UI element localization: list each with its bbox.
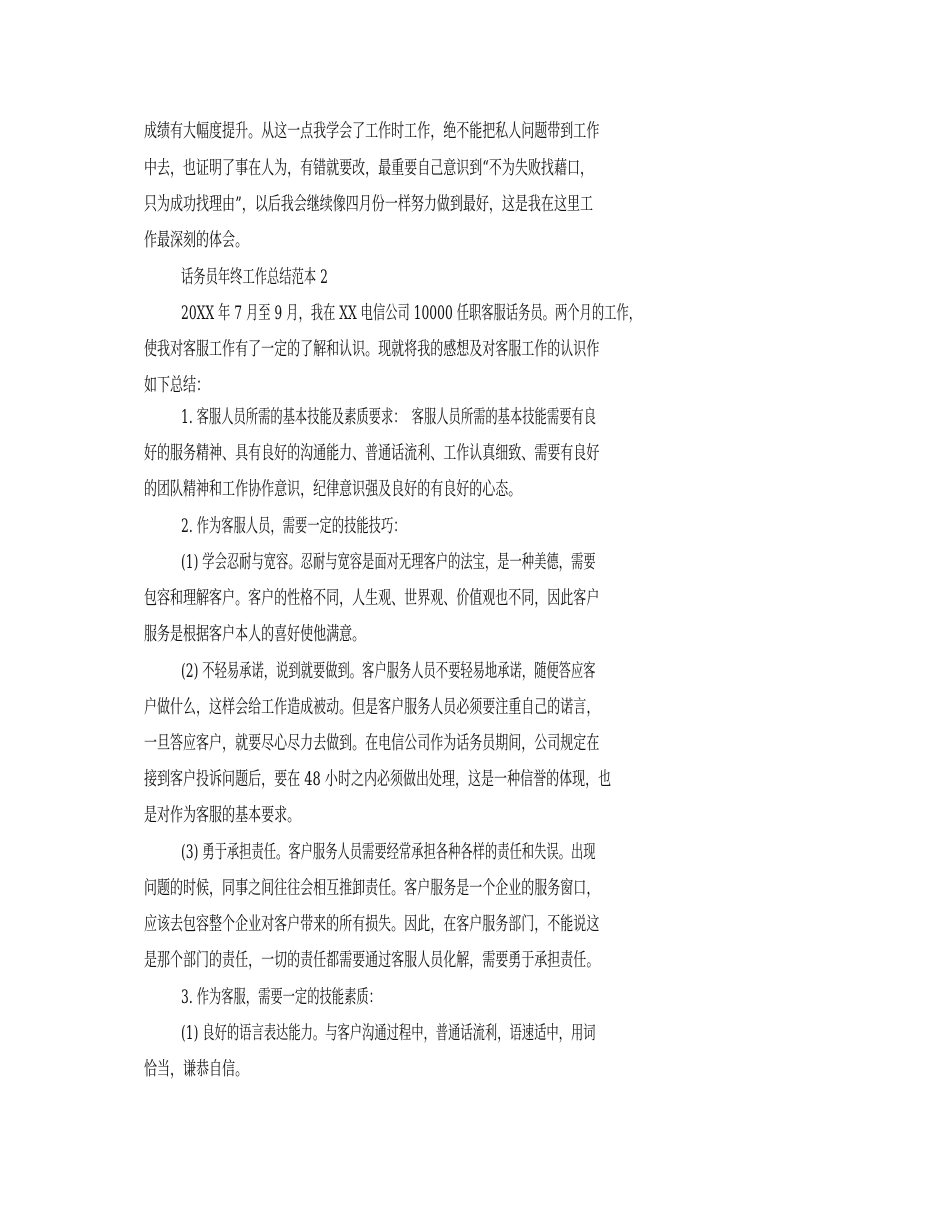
text-line: 包容和理解客户。客户的性格不同，人生观、世界观、价值观也不同，因此客户 (144, 588, 600, 609)
text-line: 只为成功找理由”，以后我会继续像四月份一样努力做到最好，这是我在这里工 (144, 194, 593, 215)
text-line: (1) 学会忍耐与宽容。忍耐与宽容是面对无理客户的法宝，是一种美德，需要 (181, 552, 596, 573)
text-line: 接到客户投诉问题后，要在 48 小时之内必须做出处理，这是一种信誉的体现，也 (144, 769, 612, 790)
text-line: 成绩有大幅度提升。从这一点我学会了工作时工作，绝不能把私人问题带到工作 (144, 121, 600, 142)
text-line: 1. 客服人员所需的基本技能及素质要求： 客服人员所需的基本技能需要有良 (181, 407, 596, 428)
text-line: (2) 不轻易承诺，说到就要做到。客户服务人员不要轻易地承诺，随便答应客 (181, 661, 596, 682)
text-line: 20XX 年 7 月至 9 月，我在 XX 电信公司 10000 任职客服话务员。两个月的工作， (181, 303, 641, 324)
text-line: (1) 良好的语言表达能力。与客户沟通过程中，普通话流利，语速适中，用词 (181, 1023, 596, 1044)
text-line: 作最深刻的体会。 (144, 230, 249, 251)
text-line: 服务是根据客户本人的喜好使他满意。 (144, 624, 366, 645)
text-line: 户做什么，这样会给工作造成被动。但是客户服务人员必须要注重自己的诺言， (144, 697, 600, 718)
text-line: 如下总结： (144, 375, 210, 396)
text-line: 的团队精神和工作协作意识，纪律意识强及良好的有良好的心态。 (144, 479, 522, 500)
text-line: 好的服务精神、具有良好的沟通能力、普通话流利、工作认真细致、需要有良好 (144, 443, 600, 464)
text-line: 3. 作为客服，需要一定的技能素质： (181, 987, 381, 1008)
text-line: 是那个部门的责任，一切的责任都需要通过客服人员化解，需要勇于承担责任。 (144, 950, 600, 971)
text-line: 应该去包容整个企业对客户带来的所有损失。因此，在客户服务部门，不能说这 (144, 914, 600, 935)
section-heading: 话务员年终工作总结范本 2 (181, 267, 328, 288)
text-line: 使我对客服工作有了一定的了解和认识。现就将我的感想及对客服工作的认识作 (144, 339, 600, 360)
text-line: (3) 勇于承担责任。客户服务人员需要经常承担各种各样的责任和失误。出现 (181, 842, 596, 863)
text-line: 恰当，谦恭自信。 (144, 1059, 249, 1080)
text-line: 一旦答应客户，就要尽心尽力去做到。在电信公司作为话务员期间，公司规定在 (144, 733, 600, 754)
text-line: 是对作为客服的基本要求。 (144, 805, 301, 826)
text-line: 问题的时候，同事之间往往会相互推卸责任。客户服务是一个企业的服务窗口， (144, 878, 600, 899)
text-line: 中去，也证明了事在人为，有错就要改，最重要自己意识到“不为失败找藉口， (144, 158, 593, 179)
text-line: 2. 作为客服人员，需要一定的技能技巧： (181, 516, 406, 537)
